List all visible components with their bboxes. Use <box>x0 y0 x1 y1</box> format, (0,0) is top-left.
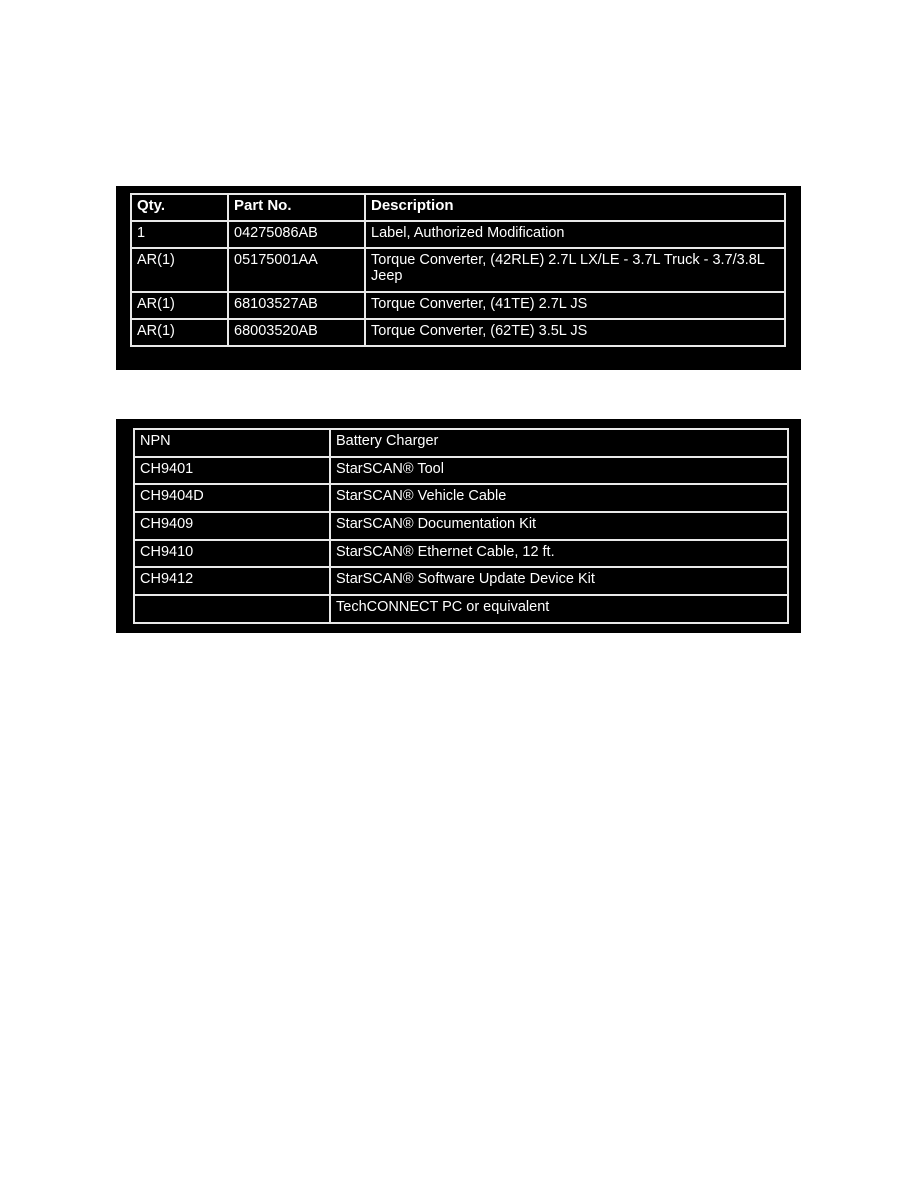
table-row <box>131 248 785 292</box>
parts-table-header-row <box>131 194 785 221</box>
column-header-qty: Qty. <box>131 194 228 221</box>
column-header-description: Description <box>365 194 785 221</box>
npn-cell <box>134 595 330 623</box>
npn-cell: NPN <box>134 429 330 457</box>
tool-description-cell: StarSCAN® Ethernet Cable, 12 ft. <box>330 540 788 568</box>
npn-cell: CH9412 <box>134 567 330 595</box>
tool-description-cell: StarSCAN® Vehicle Cable <box>330 484 788 512</box>
part-no-cell: 68103527AB <box>228 292 365 319</box>
qty-cell: 1 <box>131 221 228 248</box>
table-row <box>134 595 788 623</box>
column-header-part-no: Part No. <box>228 194 365 221</box>
description-cell: Torque Converter, (42RLE) 2.7L LX/LE - 3.7L Truck - 3.7/3.8L Jeep <box>365 248 785 292</box>
table-row <box>134 484 788 512</box>
qty-cell: AR(1) <box>131 248 228 292</box>
table-row <box>131 221 785 248</box>
npn-cell: CH9410 <box>134 540 330 568</box>
qty-cell: AR(1) <box>131 292 228 319</box>
npn-cell: CH9401 <box>134 457 330 485</box>
table-row <box>134 567 788 595</box>
npn-cell: CH9404D <box>134 484 330 512</box>
part-no-cell: 68003520AB <box>228 319 365 346</box>
qty-cell: AR(1) <box>131 319 228 346</box>
parts-table <box>130 193 786 347</box>
table-row <box>134 457 788 485</box>
part-no-cell: 05175001AA <box>228 248 365 292</box>
description-cell: Torque Converter, (62TE) 3.5L JS <box>365 319 785 346</box>
description-cell: Label, Authorized Modification <box>365 221 785 248</box>
table-row <box>134 512 788 540</box>
tool-description-cell: StarSCAN® Software Update Device Kit <box>330 567 788 595</box>
tool-description-cell: TechCONNECT PC or equivalent <box>330 595 788 623</box>
tool-description-cell: StarSCAN® Documentation Kit <box>330 512 788 540</box>
npn-cell: CH9409 <box>134 512 330 540</box>
special-tools-table <box>133 428 789 624</box>
table-row <box>134 540 788 568</box>
description-cell: Torque Converter, (41TE) 2.7L JS <box>365 292 785 319</box>
table-row <box>134 429 788 457</box>
parts-table-panel <box>116 186 801 370</box>
tool-description-cell: Battery Charger <box>330 429 788 457</box>
table-row <box>131 319 785 346</box>
part-no-cell: 04275086AB <box>228 221 365 248</box>
tools-table-panel <box>116 419 801 633</box>
tool-description-cell: StarSCAN® Tool <box>330 457 788 485</box>
table-row <box>131 292 785 319</box>
